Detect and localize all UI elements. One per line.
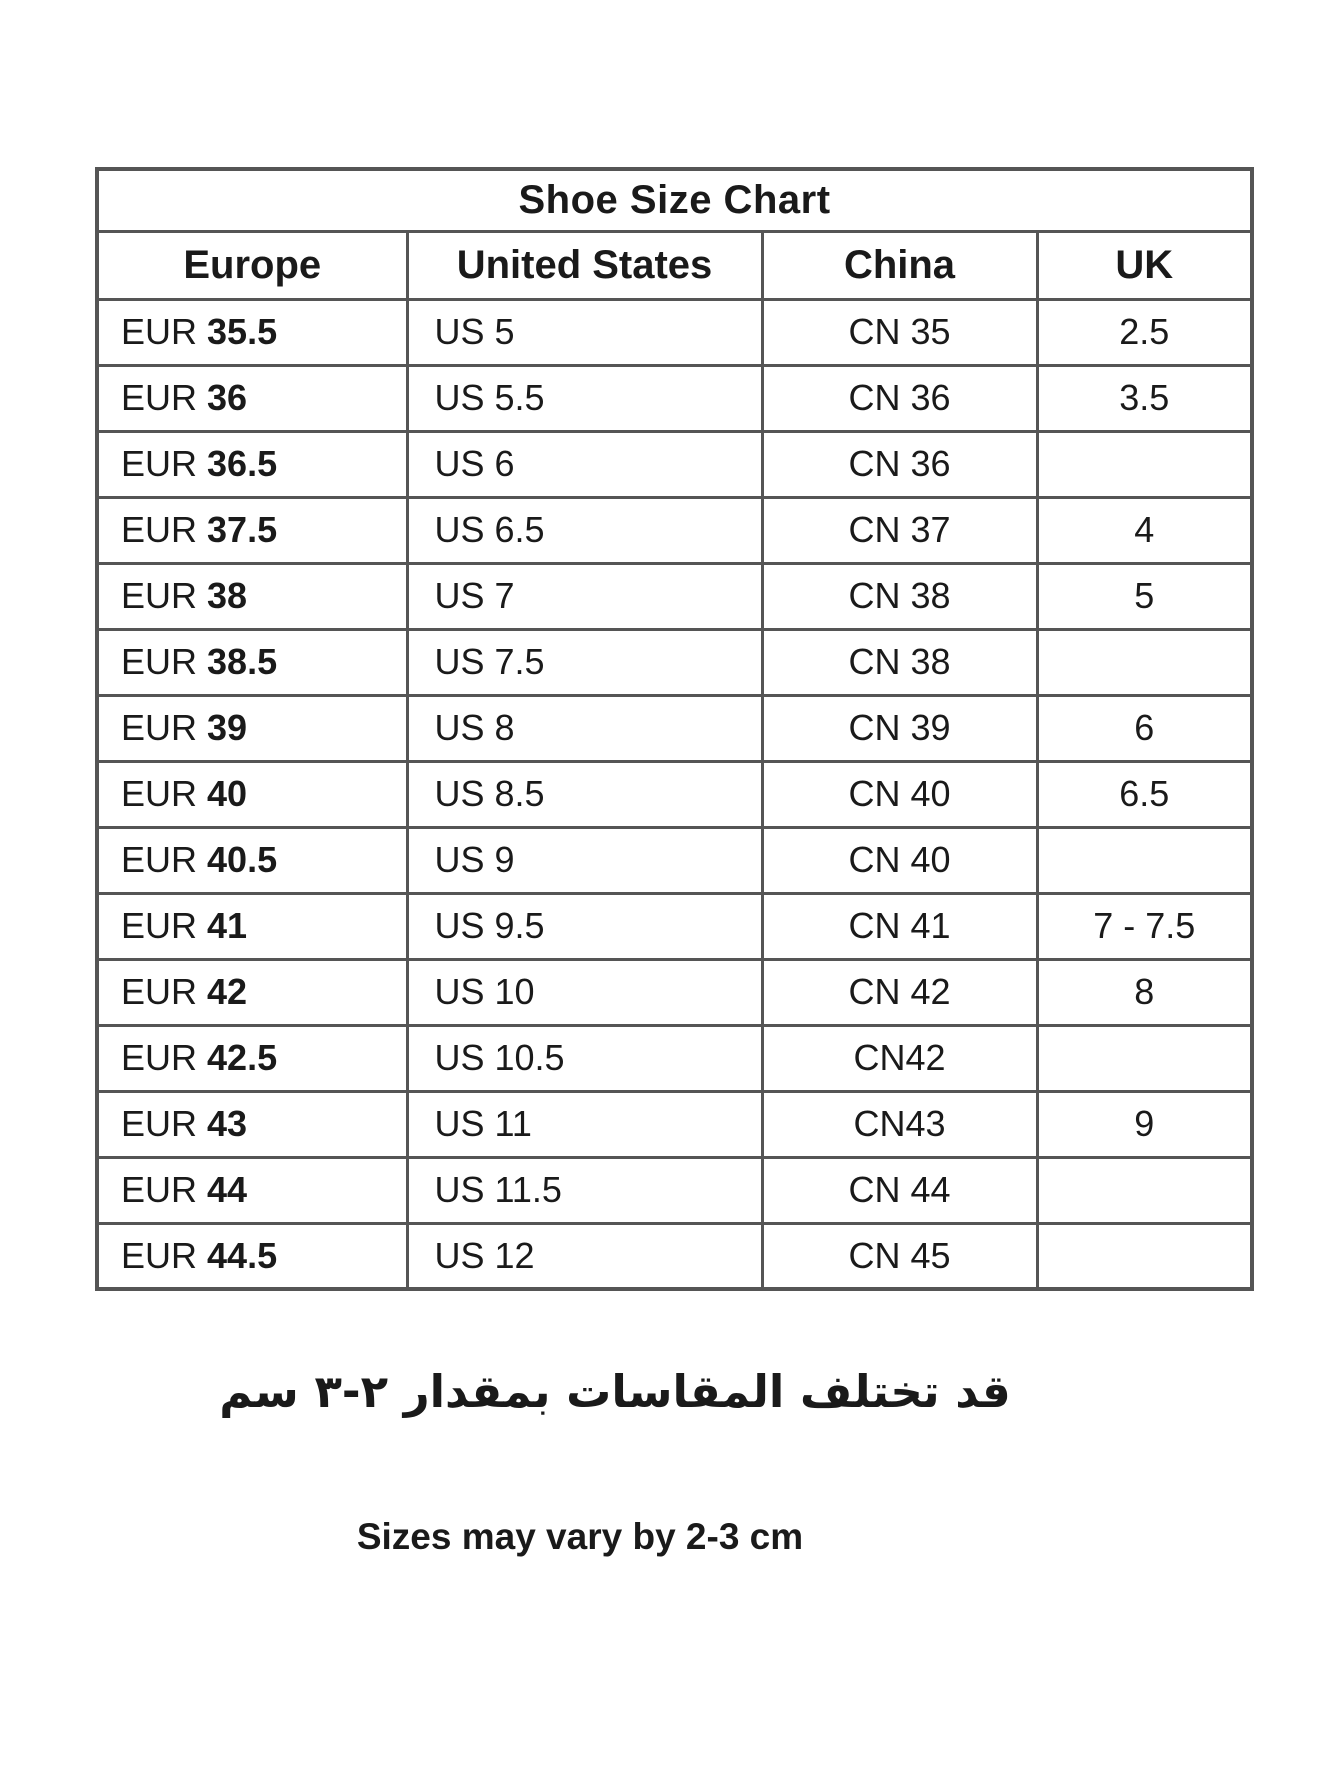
eur-cell bbox=[97, 497, 407, 563]
us-cell: US 6.5 bbox=[407, 497, 762, 563]
cn-cell: CN 40 bbox=[762, 761, 1037, 827]
eur-cell bbox=[97, 1157, 407, 1223]
title-row bbox=[97, 169, 1252, 231]
eur-cell bbox=[97, 431, 407, 497]
eur-size: 42 bbox=[207, 971, 248, 1012]
table-row bbox=[97, 629, 1252, 695]
us-cell: US 10 bbox=[407, 959, 762, 1025]
eur-size: 38 bbox=[207, 575, 248, 616]
table-row bbox=[97, 365, 1252, 431]
cn-cell: CN 35 bbox=[762, 299, 1037, 365]
eur-size: 44.5 bbox=[207, 1234, 278, 1276]
cn-cell: CN 38 bbox=[762, 629, 1037, 695]
eur-cell bbox=[97, 365, 407, 431]
us-cell: US 7.5 bbox=[407, 629, 762, 695]
uk-cell bbox=[1037, 1025, 1252, 1091]
uk-cell bbox=[1037, 827, 1252, 893]
uk-cell: 6.5 bbox=[1037, 761, 1252, 827]
eur-size: 38.5 bbox=[207, 641, 278, 682]
eur-cell bbox=[97, 299, 407, 365]
uk-cell: 7 - 7.5 bbox=[1037, 893, 1252, 959]
header-row bbox=[97, 231, 1252, 299]
table-row bbox=[97, 1025, 1252, 1091]
column-header-uk: UK bbox=[1037, 231, 1252, 299]
table-title: Shoe Size Chart bbox=[97, 169, 1252, 231]
english-note: Sizes may vary by 2-3 cm bbox=[356, 1516, 804, 1557]
shoe-size-table bbox=[95, 167, 1254, 1291]
us-cell: US 10.5 bbox=[407, 1025, 762, 1091]
arabic-note: قد تختلف المقاسات بمقدار ٢-٣ سم bbox=[219, 1365, 1011, 1418]
uk-cell: 5 bbox=[1037, 563, 1252, 629]
uk-cell: 4 bbox=[1037, 497, 1252, 563]
eur-size: 43 bbox=[207, 1103, 248, 1144]
eur-cell bbox=[97, 1091, 407, 1157]
eur-prefix: EUR bbox=[121, 377, 198, 418]
eur-cell bbox=[97, 1025, 407, 1091]
cn-cell: CN 45 bbox=[762, 1223, 1037, 1289]
cn-cell: CN42 bbox=[762, 1025, 1037, 1091]
us-cell: US 11.5 bbox=[407, 1157, 762, 1223]
cn-cell: CN 41 bbox=[762, 893, 1037, 959]
eur-prefix: EUR bbox=[121, 905, 198, 946]
us-cell: US 9.5 bbox=[407, 893, 762, 959]
table-row bbox=[97, 1091, 1252, 1157]
eur-prefix: EUR bbox=[121, 971, 198, 1012]
column-header-united-states: United States bbox=[407, 231, 762, 299]
cn-cell: CN 36 bbox=[762, 365, 1037, 431]
eur-cell bbox=[97, 959, 407, 1025]
table-row bbox=[97, 695, 1252, 761]
cn-cell: CN 38 bbox=[762, 563, 1037, 629]
cn-cell: CN 40 bbox=[762, 827, 1037, 893]
eur-size: 41 bbox=[207, 905, 248, 946]
us-cell: US 12 bbox=[407, 1223, 762, 1289]
eur-size: 36 bbox=[207, 377, 248, 418]
uk-cell: 9 bbox=[1037, 1091, 1252, 1157]
us-cell: US 5.5 bbox=[407, 365, 762, 431]
cn-cell: CN 44 bbox=[762, 1157, 1037, 1223]
eur-size: 40 bbox=[207, 773, 248, 814]
eur-prefix: EUR bbox=[121, 773, 198, 814]
uk-cell: 6 bbox=[1037, 695, 1252, 761]
eur-size: 36.5 bbox=[207, 443, 278, 484]
eur-prefix: EUR bbox=[121, 443, 198, 484]
us-cell: US 7 bbox=[407, 563, 762, 629]
eur-prefix: EUR bbox=[121, 839, 198, 880]
us-cell: US 8.5 bbox=[407, 761, 762, 827]
eur-cell bbox=[97, 563, 407, 629]
table-row bbox=[97, 827, 1252, 893]
eur-size: 37.5 bbox=[207, 509, 278, 550]
cn-cell: CN 42 bbox=[762, 959, 1037, 1025]
eur-cell bbox=[97, 1223, 407, 1289]
eur-size: 42.5 bbox=[207, 1037, 278, 1078]
eur-cell bbox=[97, 761, 407, 827]
table-row bbox=[97, 563, 1252, 629]
table-row bbox=[97, 431, 1252, 497]
us-cell: US 5 bbox=[407, 299, 762, 365]
table-row bbox=[97, 761, 1252, 827]
uk-cell: 8 bbox=[1037, 959, 1252, 1025]
column-header-china: China bbox=[762, 231, 1037, 299]
cn-cell: CN43 bbox=[762, 1091, 1037, 1157]
us-cell: US 11 bbox=[407, 1091, 762, 1157]
uk-cell bbox=[1037, 1157, 1252, 1223]
eur-prefix: EUR bbox=[121, 575, 198, 616]
eur-cell bbox=[97, 893, 407, 959]
cn-cell: CN 36 bbox=[762, 431, 1037, 497]
eur-prefix: EUR bbox=[121, 311, 198, 352]
eur-size: 39 bbox=[207, 707, 248, 748]
eur-prefix: EUR bbox=[121, 1037, 198, 1078]
eur-size: 35.5 bbox=[207, 311, 278, 352]
eur-size: 40.5 bbox=[207, 839, 278, 880]
eur-cell bbox=[97, 827, 407, 893]
uk-cell bbox=[1037, 431, 1252, 497]
us-cell: US 8 bbox=[407, 695, 762, 761]
cn-cell: CN 39 bbox=[762, 695, 1037, 761]
table-row bbox=[97, 1223, 1252, 1289]
eur-prefix: EUR bbox=[121, 707, 198, 748]
eur-prefix: EUR bbox=[121, 641, 198, 682]
uk-cell: 3.5 bbox=[1037, 365, 1252, 431]
eur-prefix: EUR bbox=[121, 1169, 198, 1210]
table-row bbox=[97, 497, 1252, 563]
cn-cell: CN 37 bbox=[762, 497, 1037, 563]
table-row bbox=[97, 1157, 1252, 1223]
eur-prefix: EUR bbox=[121, 509, 198, 550]
eur-prefix: EUR bbox=[121, 1103, 198, 1144]
uk-cell: 2.5 bbox=[1037, 299, 1252, 365]
table-row bbox=[97, 959, 1252, 1025]
shoe-size-chart bbox=[95, 167, 1254, 1291]
eur-cell bbox=[97, 695, 407, 761]
us-cell: US 6 bbox=[407, 431, 762, 497]
uk-cell bbox=[1037, 1223, 1252, 1289]
us-cell: US 9 bbox=[407, 827, 762, 893]
eur-prefix: EUR bbox=[121, 1234, 198, 1276]
table-row bbox=[97, 893, 1252, 959]
eur-cell bbox=[97, 629, 407, 695]
eur-size: 44 bbox=[207, 1169, 248, 1210]
table-row bbox=[97, 299, 1252, 365]
column-header-europe: Europe bbox=[97, 231, 407, 299]
uk-cell bbox=[1037, 629, 1252, 695]
